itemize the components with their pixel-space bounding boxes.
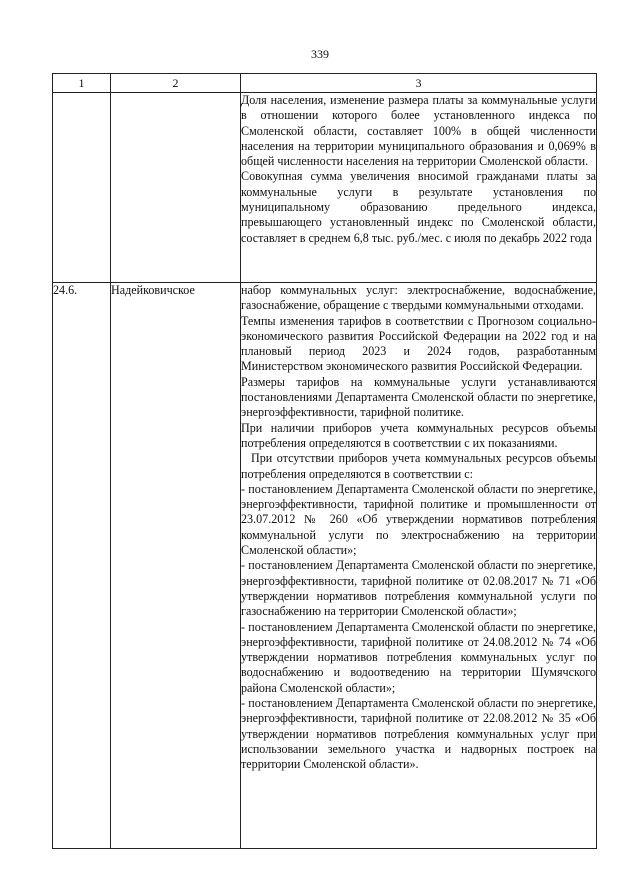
- row-description: [241, 283, 597, 849]
- list-item: - постановлением Департамента Смоленской области по энергетике, энергоэффективности, тарифной политике от 02.08.2017 № 71 «Об утверждении нормативов потребления коммунальной услуги по газоснабжению на территории Смоленской области»;: [241, 558, 596, 619]
- header-row: [53, 74, 597, 93]
- paragraph: Доля населения, изменение размера платы за коммунальные услуги в отношении которого более установленного индекса по Смоленской области, составляет 100% в общей численности населения на территории муниципального образования и 0,069% в общей численности населения на территории Смоленской области.: [241, 93, 596, 169]
- header-col-2: 2: [111, 74, 241, 93]
- table-row: [53, 283, 597, 849]
- list-item: - постановлением Департамента Смоленской области по энергетике, энергоэффективности, тарифной политике и промышленности от 23.07.2012 № 260 «Об утверждении нормативов потребления коммунальной услуги по электроснабжению на территории Смоленской области»;: [241, 481, 596, 558]
- table-row: [53, 93, 597, 283]
- paragraph: набор коммунальных услуг: электроснабжение, водоснабжение, газоснабжение, обращение с твердыми коммунальными отходами.: [241, 283, 596, 313]
- paragraph: При отсутствии приборов учета коммунальных ресурсов объемы потребления определяются в соответствии с:: [241, 451, 596, 481]
- list-item: - постановлением Департамента Смоленской области по энергетике, энергоэффективности, тарифной политике от 24.08.2012 № 74 «Об утверждении нормативов потребления коммунальных услуг по водоснабжению и водоотведению на территории Шумячского района Смоленской области»;: [241, 619, 596, 695]
- row-municipality: [111, 93, 241, 283]
- header-col-1: 1: [53, 74, 111, 93]
- document-table: [52, 73, 597, 849]
- row-municipality: Надейковичское: [111, 283, 241, 849]
- header-col-3: 3: [241, 74, 597, 93]
- paragraph: Совокупная сумма увеличения вносимой гражданами платы за коммунальные услуги в результате установления по муниципальному образованию предельного индекса, превышающего установленный индекс по Смоленской области, составляет в среднем 6,8 тыс. руб./мес. с июля по декабрь 2022 года: [241, 169, 596, 245]
- page-number: 339: [311, 47, 329, 61]
- paragraph: Темпы изменения тарифов в соответствии с Прогнозом социально-экономического развития Российской Федерации на 2022 год и на плановый период 2023 и 2024 годов, разработанным Министерством экономического развития Российской Федерации.: [241, 313, 596, 374]
- paragraph: Размеры тарифов на коммунальные услуги устанавливаются постановлениями Департамента Смоленской области по энергетике, энергоэффективности, тарифной политике.: [241, 374, 596, 420]
- row-description: [241, 93, 597, 283]
- row-number: [53, 93, 111, 283]
- paragraph: При наличии приборов учета коммунальных ресурсов объемы потребления определяются в соответствии с их показаниями.: [241, 420, 596, 450]
- row-number: 24.6.: [53, 283, 111, 849]
- list-item: - постановлением Департамента Смоленской области по энергетике, энергоэффективности, тарифной политике от 22.08.2012 № 35 «Об утверждении нормативов потребления коммунальных услуг при использовании земельного участка и надворных построек на территории Смоленской области».: [241, 696, 596, 772]
